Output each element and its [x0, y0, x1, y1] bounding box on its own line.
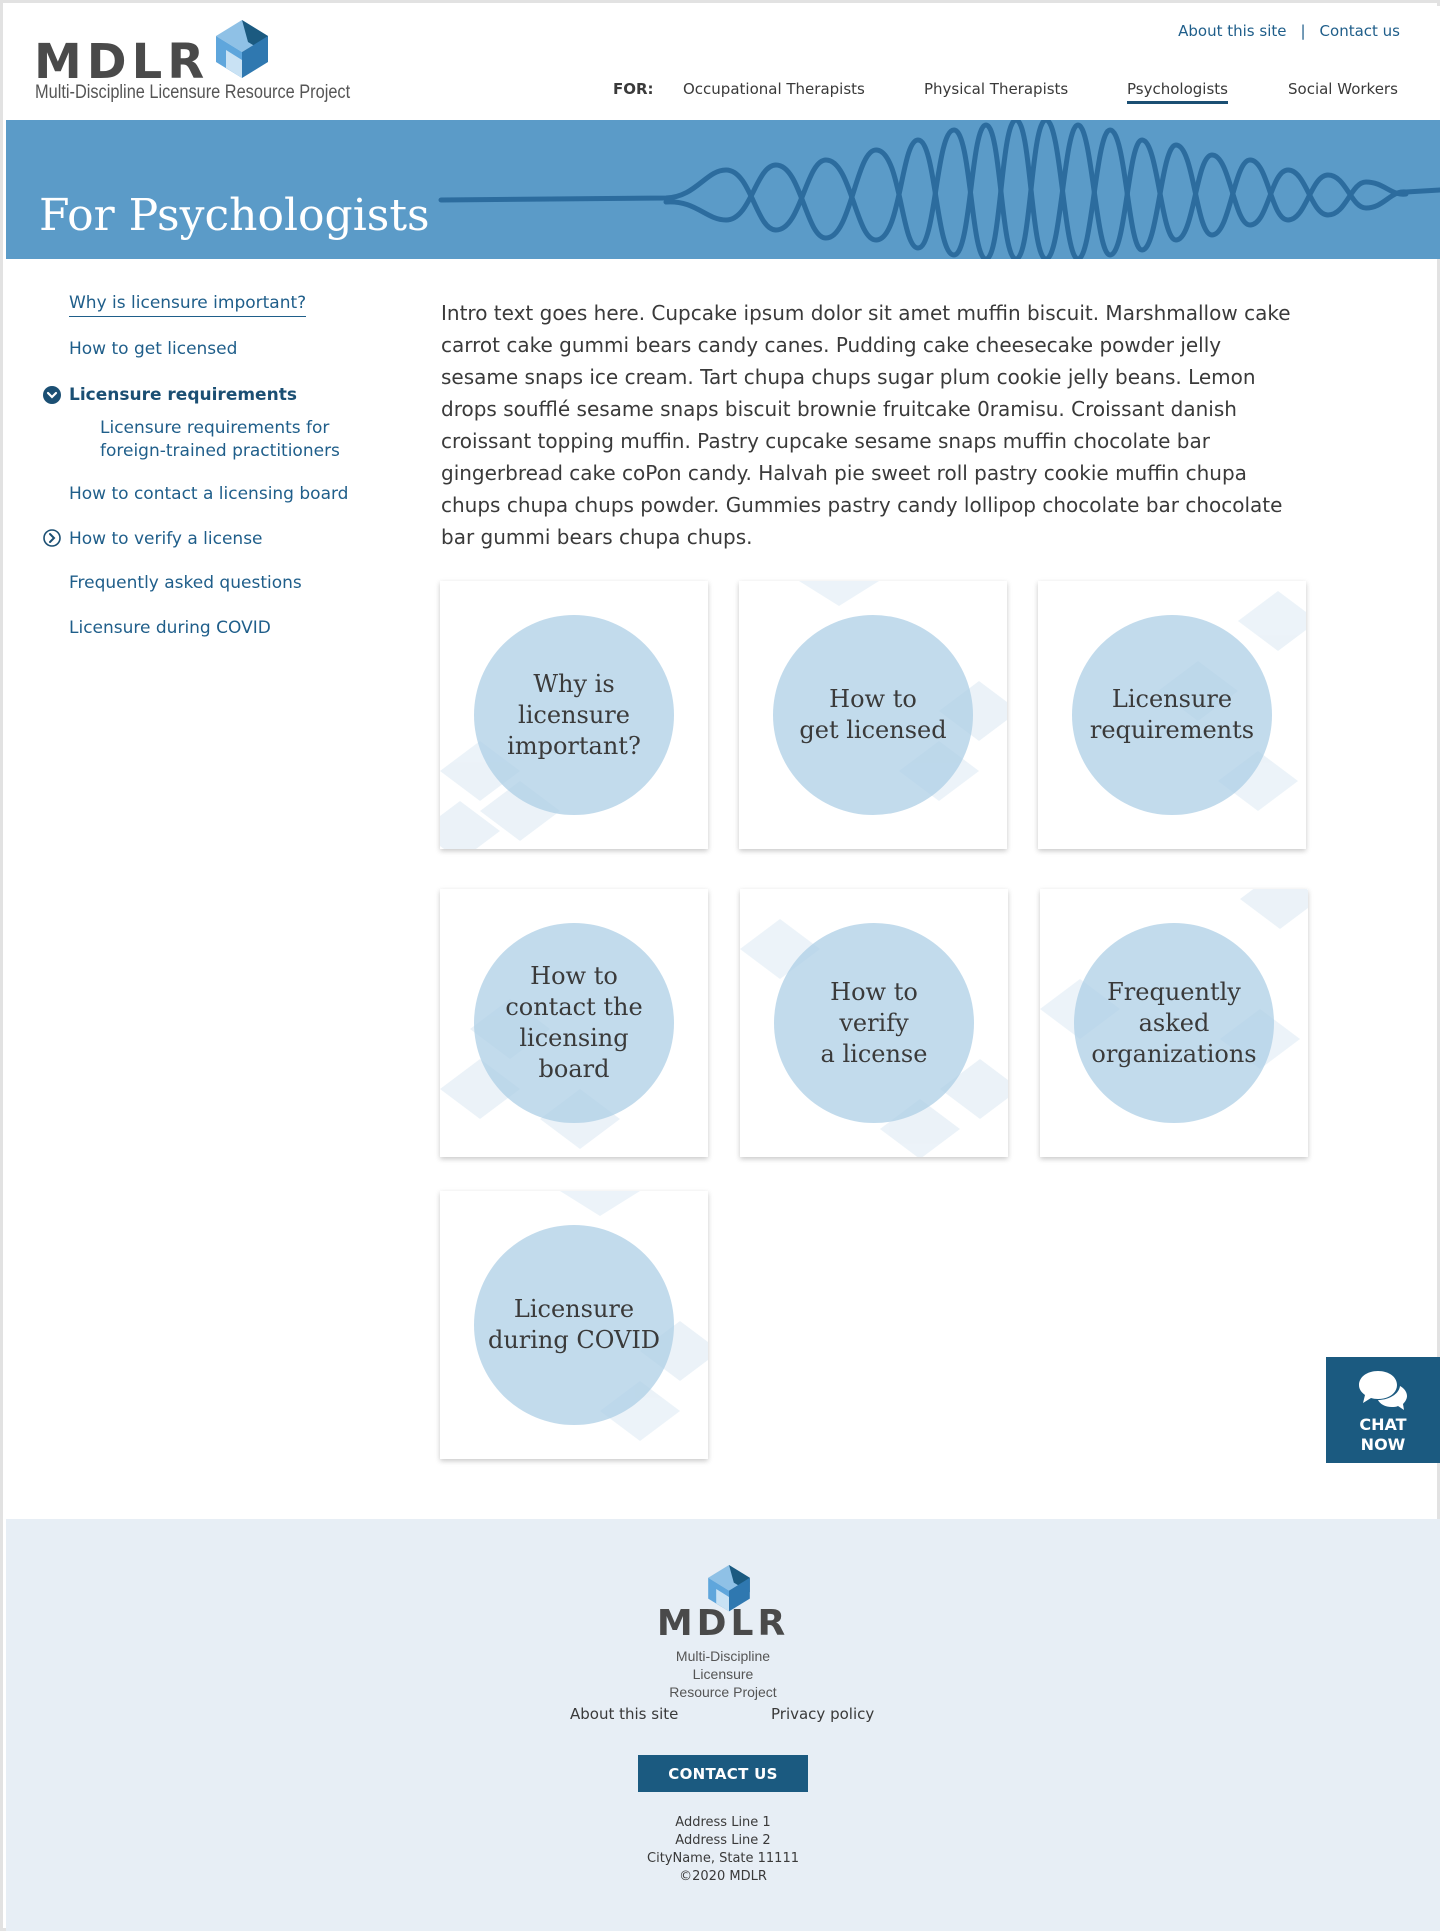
nav-physical-therapists[interactable]: Physical Therapists — [924, 80, 1069, 98]
chevron-right-circle-icon[interactable] — [43, 529, 61, 547]
intro-text: Intro text goes here. Cupcake ipsum dolor sit amet muffin biscuit. Marshmallow cake carrot cake gummi bears candy canes. Pudding cake cheesecake powder jelly sesame snaps ice cream. Tart chupa chups sugar plum cookie jelly beans. Lemon drops soufflé sesame snaps biscuit brownie fruitcake 0ramisu. Croissant danish croissant topping muffin. Pastry cupcake sesame snaps muffin chocolate bar gingerbread cake coPon candy. Halvah pie sweet roll pastry cookie muffin chupa chups chupa chups powder. Gummies pastry candy lollipop chocolate bar chocolate bar gummi bears chupa chups. — [441, 301, 1291, 549]
card-why-licensure[interactable] — [440, 581, 708, 849]
sidebar-item-verify-license[interactable]: How to verify a license — [69, 529, 263, 549]
card-label: Why is licensure important? — [507, 669, 641, 760]
nav-social-workers[interactable]: Social Workers — [1288, 80, 1398, 98]
sidebar-item-get-licensed[interactable]: How to get licensed — [69, 339, 238, 359]
cube-logo-icon — [212, 20, 272, 80]
for-label: FOR: — [613, 80, 654, 98]
chat-label: CHAT NOW — [1359, 1415, 1407, 1454]
chat-now-button[interactable] — [1326, 1357, 1440, 1463]
site-header — [6, 6, 1440, 120]
nav-psychologists[interactable]: Psychologists — [1127, 80, 1228, 104]
footer-privacy-link[interactable]: Privacy policy — [771, 1705, 875, 1723]
card-label: Licensure during COVID — [487, 1295, 661, 1354]
card-circle — [474, 1225, 674, 1425]
contact-link[interactable]: Contact us — [1319, 22, 1400, 40]
address-line-1: Address Line 1 — [675, 1815, 771, 1830]
sidebar-item-faq[interactable]: Frequently asked questions — [69, 573, 302, 593]
address-city: CityName, State 11111 — [647, 1851, 799, 1866]
footer-about-link[interactable]: About this site — [570, 1705, 679, 1723]
card-licensure-requirements[interactable] — [1038, 581, 1306, 849]
address-line-2: Address Line 2 — [675, 1833, 771, 1848]
sidebar-item-why-licensure[interactable]: Why is licensure important? — [69, 293, 306, 317]
copyright: ©2020 MDLR — [679, 1869, 767, 1884]
card-label: Licensure requirements — [1089, 685, 1255, 744]
chat-bubbles-icon — [1358, 1369, 1408, 1411]
sidebar-item-licensure-requirements[interactable]: Licensure requirements — [69, 385, 297, 405]
sidebar-item-covid[interactable]: Licensure during COVID — [69, 618, 271, 638]
logo-subtitle: Multi-Discipline Licensure Resource Project — [35, 82, 351, 103]
card-verify-license[interactable] — [740, 889, 1008, 1157]
chevron-down-circle-icon[interactable] — [43, 386, 61, 404]
footer-logo-wordmark: MDLR — [656, 1603, 790, 1644]
card-circle — [774, 923, 974, 1123]
sidebar-subitem-foreign-trained[interactable]: Licensure requirements for foreign-trained practitioners — [100, 418, 340, 461]
util-separator: | — [1300, 22, 1306, 40]
card-circle — [773, 615, 973, 815]
contact-us-button[interactable]: CONTACT US — [638, 1755, 808, 1792]
card-contact-board[interactable] — [440, 889, 708, 1157]
card-label: How to contact the licensing board — [505, 962, 643, 1083]
card-circle — [474, 615, 674, 815]
card-label: Frequently asked organizations — [1091, 977, 1257, 1068]
sidebar-item-contact-board[interactable]: How to contact a licensing board — [69, 484, 349, 504]
card-circle — [1074, 923, 1274, 1123]
card-get-licensed[interactable] — [739, 581, 1007, 849]
card-faq[interactable] — [1040, 889, 1308, 1157]
footer-address — [523, 1814, 923, 1886]
card-label: How to get licensed — [799, 685, 947, 744]
nav-occupational-therapists[interactable]: Occupational Therapists — [683, 80, 865, 98]
logo-wordmark: MDLR — [34, 34, 210, 90]
footer-logo[interactable] — [648, 1565, 798, 1700]
page-title: For Psychologists — [39, 190, 430, 241]
utility-nav — [1178, 22, 1400, 40]
card-circle — [1072, 615, 1272, 815]
card-covid[interactable] — [440, 1191, 708, 1459]
site-footer — [6, 1519, 1440, 1931]
about-link[interactable]: About this site — [1178, 22, 1287, 40]
footer-logo-subtitle: Multi-Discipline Licensure Resource Project — [669, 1648, 777, 1700]
card-circle — [474, 923, 674, 1123]
site-logo[interactable] — [34, 20, 354, 106]
card-label: How to verify a license — [820, 977, 928, 1068]
hero-banner — [6, 120, 1440, 259]
